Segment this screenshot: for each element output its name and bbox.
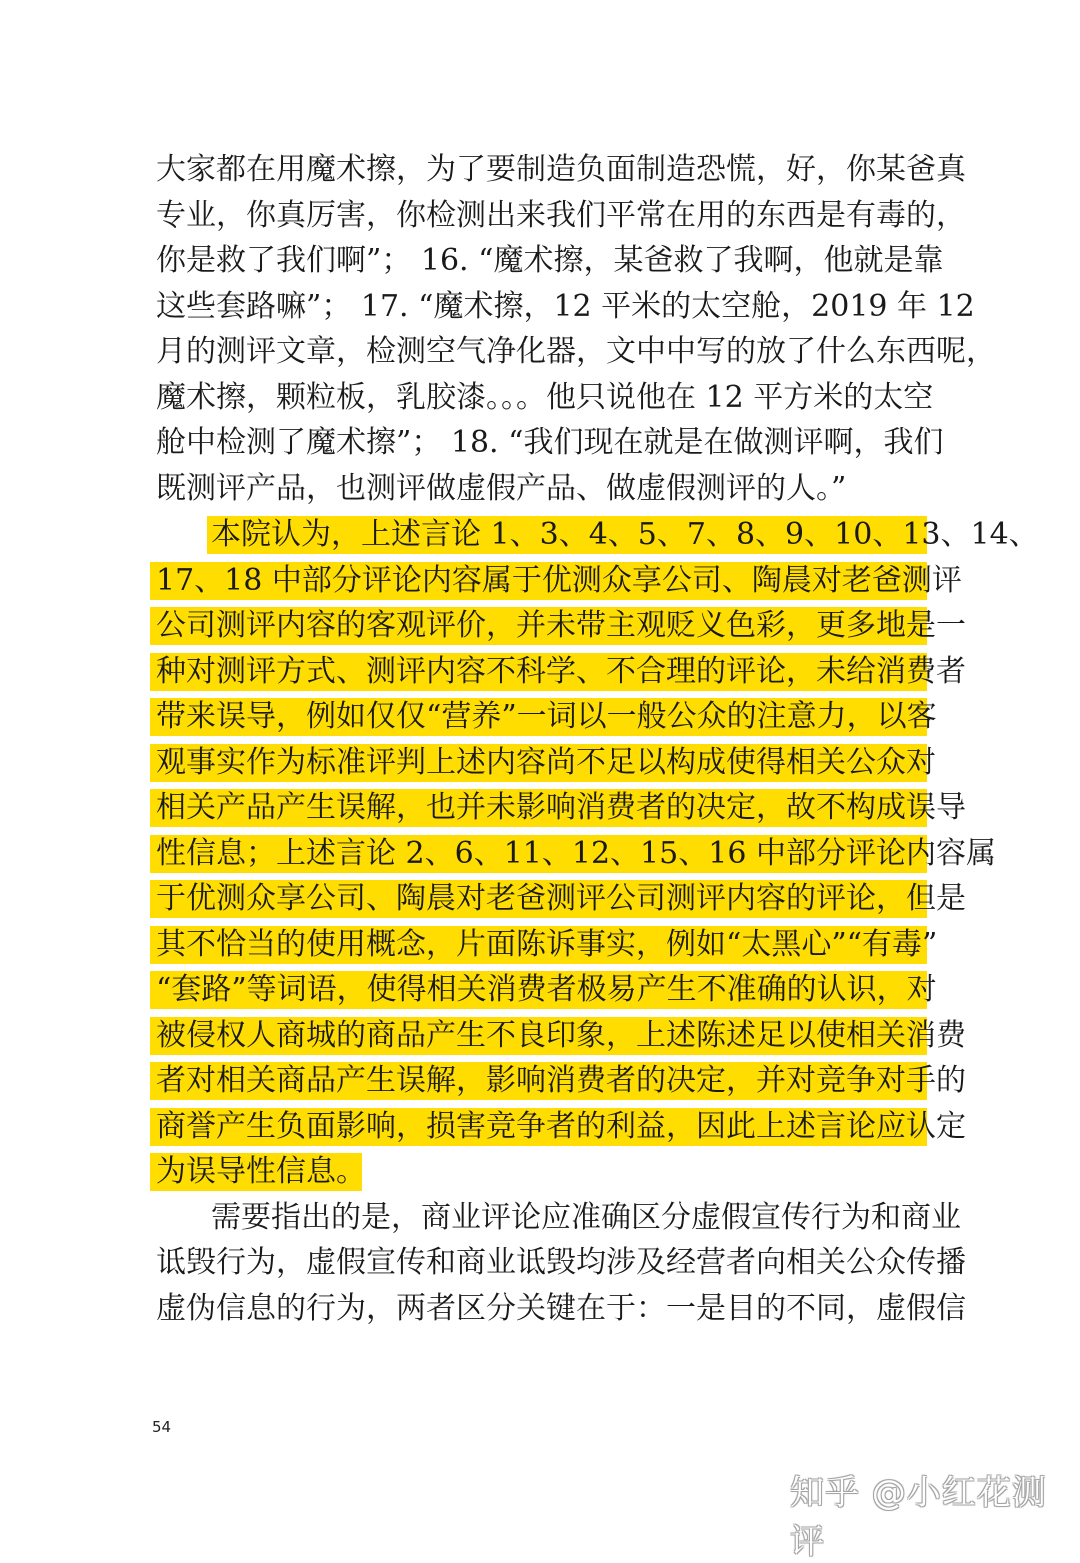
text-line: 需要指出的是，商业评论应准确区分虚假宣传行为和商业: [211, 1200, 961, 1235]
text-line: 商誉产生负面影响，损害竞争者的利益，因此上述言论应认定: [156, 1109, 966, 1144]
text-line: 专业，你真厉害，你检测出来我们平常在用的东西是有毒的，: [156, 198, 966, 233]
text-line: 你是救了我们啊”； 16. “魔术擦，某爸救了我啊，他就是靠: [156, 243, 944, 278]
text-line: 虚伪信息的行为，两者区分关键在于：一是目的不同，虚假信: [156, 1291, 966, 1326]
text-line: 带来误导，例如仅仅“营养”一词以一般公众的注意力，以客: [156, 699, 937, 734]
text-line: 公司测评内容的客观评价，并未带主观贬义色彩，更多地是一: [156, 608, 966, 643]
text-line: 既测评产品，也测评做虚假产品、做虚假测评的人。”: [156, 471, 847, 506]
text-line: 诋毁行为，虚假宣传和商业诋毁均涉及经营者向相关公众传播: [156, 1245, 966, 1280]
text-line: 被侵权人商城的商品产生不良印象，上述陈述足以使相关消费: [156, 1018, 966, 1053]
text-line: 大家都在用魔术擦，为了要制造负面制造恐慌，好，你某爸真: [156, 152, 966, 187]
text-line: 者对相关商品产生误解，影响消费者的决定，并对竞争对手的: [156, 1063, 966, 1098]
text-line: 这些套路嘛”； 17. “魔术擦，12 平米的太空舱，2019 年 12: [156, 289, 975, 324]
text-line: 魔术擦，颗粒板，乳胶漆。。。他只说他在 12 平方米的太空: [156, 380, 934, 415]
text-line: “套路”等词语，使得相关消费者极易产生不准确的认识，对: [156, 972, 937, 1007]
text-line: 性信息；上述言论 2、6、11、12、15、16 中部分评论内容属: [156, 836, 996, 871]
text-line: 于优测众享公司、陶晨对老爸测评公司测评内容的评论，但是: [156, 881, 966, 916]
text-line: 其不恰当的使用概念，片面陈诉事实，例如“太黑心”“有毒”: [156, 927, 938, 962]
text-line: 观事实作为标准评判上述内容尚不足以构成使得相关公众对: [156, 745, 936, 780]
text-line: 种对测评方式、测评内容不科学、不合理的评论，未给消费者: [156, 654, 966, 689]
text-line: 为误导性信息。: [156, 1154, 366, 1189]
text-line: 17、18 中部分评论内容属于优测众享公司、陶晨对老爸测评: [156, 563, 962, 598]
text-line: 本院认为，上述言论 1、3、4、5、7、8、9、10、13、14、: [211, 517, 1039, 552]
text-line: 月的测评文章，检测空气净化器，文中中写的放了什么东西呢，: [156, 334, 996, 369]
zhihu-watermark: 知乎 @小红花测评: [790, 1473, 1047, 1562]
text-line: 舱中检测了魔术擦”； 18. “我们现在就是在做测评啊，我们: [156, 425, 944, 460]
text-line: 相关产品产生误解，也并未影响消费者的决定，故不构成误导: [156, 790, 966, 825]
page-number: 54: [152, 1418, 172, 1436]
